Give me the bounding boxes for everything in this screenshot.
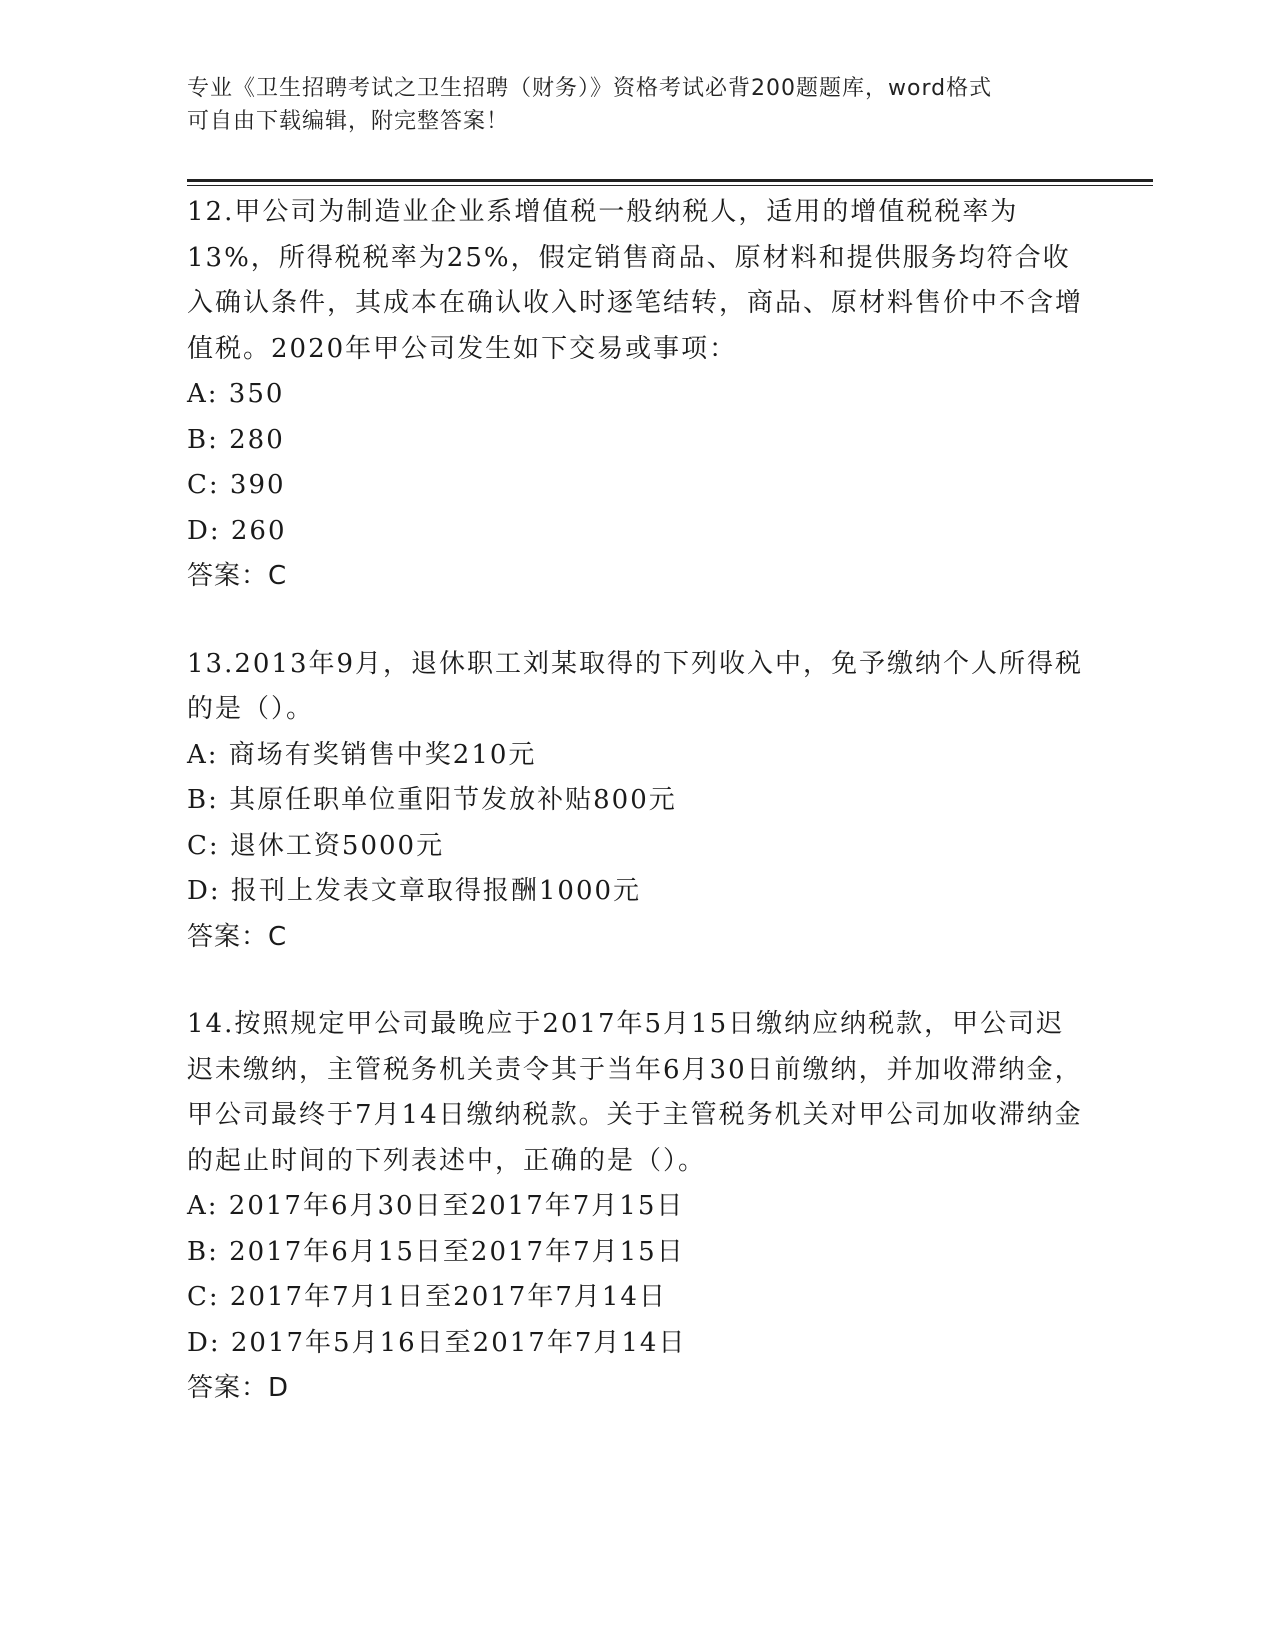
option-b: B: 2017年6月15日至2017年7月15日 [187, 1236, 685, 1267]
question-13 [187, 642, 1087, 961]
option-d: D: 260 [187, 515, 287, 546]
answer-line: 答案：D [187, 1373, 290, 1403]
question-spacer [187, 600, 1087, 642]
option-c: C: 2017年7月1日至2017年7月14日 [187, 1282, 667, 1312]
header-rule-thick [187, 179, 1153, 182]
option-a: A: 350 [187, 379, 285, 409]
option-a: A: 2017年6月30日至2017年7月15日 [187, 1191, 685, 1221]
option-b: B: 280 [187, 424, 285, 455]
answer-line: 答案：C [187, 561, 288, 591]
question-stem: 13.2013年9月，退休职工刘某取得的下列收入中，免予缴纳个人所得税的是（）。 [187, 648, 1084, 724]
option-a: A: 商场有奖销售中奖210元 [187, 739, 537, 770]
answer-line: 答案：C [187, 921, 288, 952]
option-c: C: 390 [187, 470, 286, 500]
question-12 [187, 190, 1087, 600]
header-line-1: 专业《卫生招聘考试之卫生招聘（财务）》资格考试必背200题题库，word格式 [187, 76, 993, 101]
option-c: C: 退休工资5000元 [187, 830, 445, 861]
question-stem: 12.甲公司为制造业企业系增值税一般纳税人，适用的增值税税率为13%，所得税税率为25%，假定销售商品、原材料和提供服务均符合收入确认条件，其成本在确认收入时逐笔结转，商品、原材料售价中不含增值税。2020年甲公司发生如下交易或事项： [187, 197, 1084, 364]
header-line-2: 可自由下载编辑，附完整答案！ [187, 109, 510, 134]
option-d: D: 2017年5月16日至2017年7月14日 [187, 1327, 687, 1358]
header-rule-thin [187, 185, 1153, 186]
document-header [187, 72, 1067, 138]
question-list [187, 190, 1087, 1412]
question-14 [187, 1002, 1087, 1412]
option-d: D: 报刊上发表文章取得报酬1000元 [187, 876, 642, 906]
question-spacer [187, 960, 1087, 1002]
option-b: B: 其原任职单位重阳节发放补贴800元 [187, 785, 677, 815]
question-stem: 14.按照规定甲公司最晚应于2017年5月15日缴纳应纳税款，甲公司迟迟未缴纳，主管税务机关责令其于当年6月30日前缴纳，并加收滞纳金，甲公司最终于7月14日缴纳税款。关于主管税务机关对甲公司加收滞纳金的起止时间的下列表述中，正确的是（）。 [187, 1009, 1083, 1176]
